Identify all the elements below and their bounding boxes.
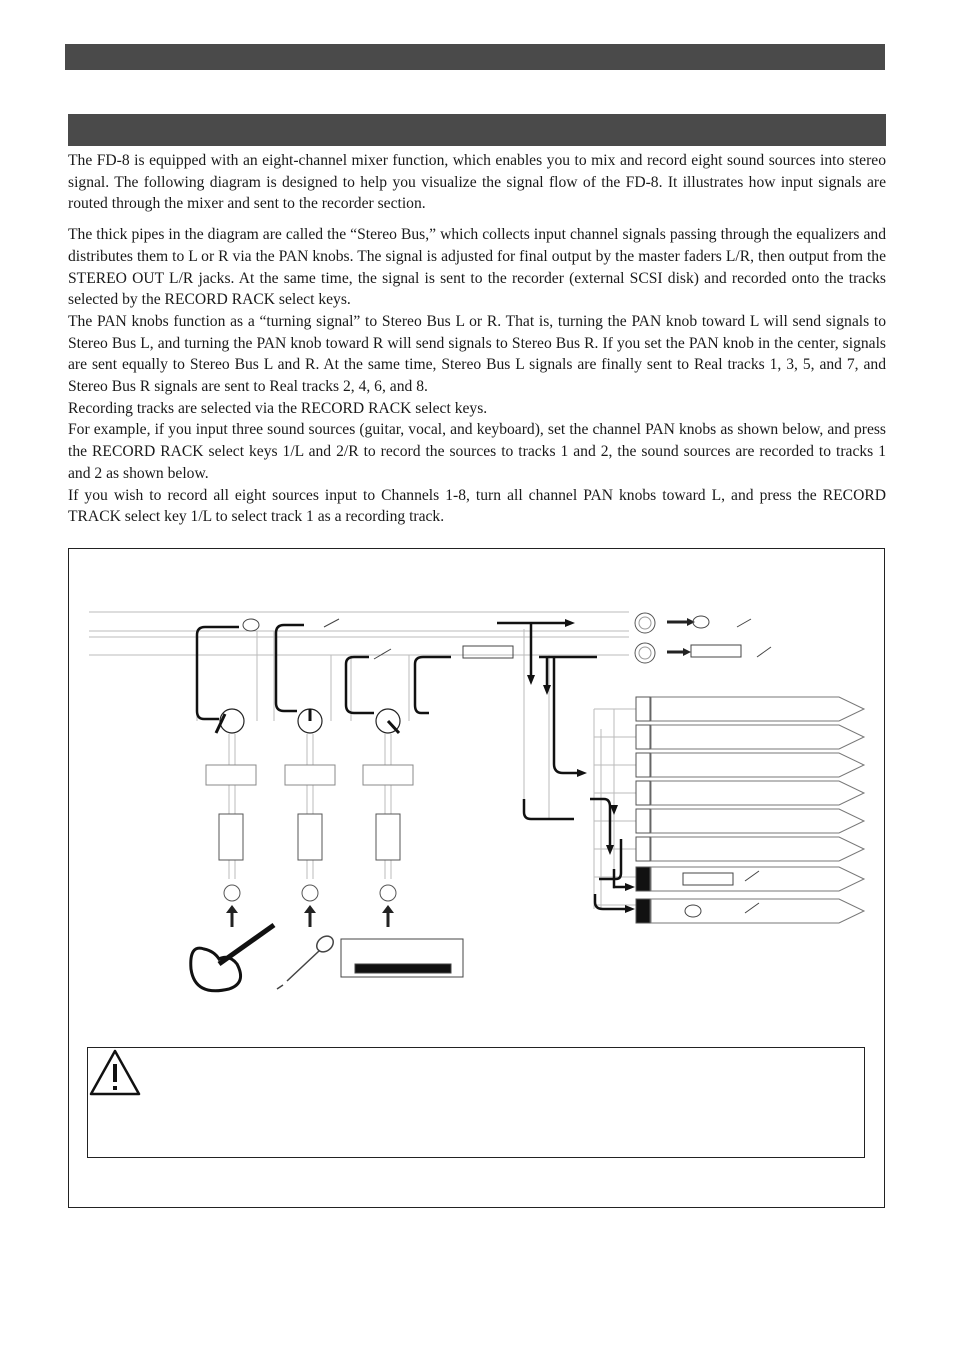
paragraph-stereo-bus: The thick pipes in the diagram are called the “Stereo Bus,” which collects input channel signals passing through the equalizers and distributes them to L or R via the PAN knobs. The signal is adjusted for final output by the master faders L/R, then output from the STEREO OUT L/R jacks. At the same time, the signal is sent to the recorder (external SCSI disk) and recorded onto the tracks selected by the RECORD RACK select keys.	[68, 226, 886, 309]
eq-ch1	[206, 765, 256, 785]
stereo-bus-l-pipe	[89, 612, 629, 631]
fader-ch2	[298, 814, 322, 860]
paragraph-example: For example, if you input three sound sources (guitar, vocal, and keyboard), set the channel PAN knobs as shown below, and press the RECORD RACK select keys 1/L and 2/R to record the sources to tracks 1 and 2, the sound sources are recorded to tracks 1 and 2 as shown below.	[68, 421, 886, 482]
microphone-icon	[277, 933, 336, 989]
warning-triangle-icon	[88, 1048, 142, 1098]
keyboard-icon-bus	[463, 646, 513, 658]
section-title-bar	[68, 114, 886, 146]
stereo-bus-r-pipe	[89, 637, 629, 655]
guitar-icon	[191, 925, 274, 991]
warning-note-box	[87, 1047, 865, 1158]
fader-ch3	[376, 814, 400, 860]
paragraph-recording-tracks: Recording tracks are selected via the RECORD RACK select keys.	[68, 399, 488, 417]
guitar-icon-out-l	[693, 616, 709, 628]
input-jack-ch1	[224, 885, 240, 901]
pan-knob-ch1	[220, 709, 244, 733]
keyboard-icon-out-r	[691, 645, 741, 657]
guitar-icon-bus	[243, 619, 259, 631]
paragraph-intro: The FD-8 is equipped with an eight-channel mixer function, which enables you to mix and record eight sound sources into stereo signal. The following diagram is designed to help you visualize the signal flow of the FD-8. It illustrates how input signals are routed through the mixer and sent to the recorder section.	[68, 152, 886, 213]
header-bar	[65, 44, 885, 70]
input-jack-ch2	[302, 885, 318, 901]
body-text	[68, 150, 886, 528]
eq-ch3	[363, 765, 413, 785]
signal-flow-diagram	[68, 548, 885, 1208]
microphone-icon-bus	[324, 619, 391, 659]
fader-ch1	[219, 814, 243, 860]
stereo-out-l-jack	[635, 613, 655, 633]
stereo-out-r-jack	[635, 643, 655, 663]
track-select-keys	[636, 697, 650, 923]
paragraph-pan-knobs: The PAN knobs function as a “turning signal” to Stereo Bus L or R. That is, turning the PAN knob toward L will send signals to Stereo Bus L, and turning the PAN knob toward R will send signals to Stereo Bus R. If you set the PAN knob in the center, signals are sent equally to Stereo Bus L and R. At the same time, Stereo Bus L signals are finally sent to Real tracks 1, 3, 5, and 7, and Stereo Bus R signals are sent to Real tracks 2, 4, 6, and 8.	[68, 312, 886, 396]
paragraph-eight-sources: If you wish to record all eight sources input to Channels 1-8, turn all channel PAN knobs toward L, and press the RECORD TRACK select key 1/L to select track 1 as a recording track.	[68, 486, 886, 526]
eq-ch2	[285, 765, 335, 785]
record-tracks	[651, 697, 864, 923]
input-jack-ch3	[380, 885, 396, 901]
keyboard-icon	[341, 939, 463, 977]
